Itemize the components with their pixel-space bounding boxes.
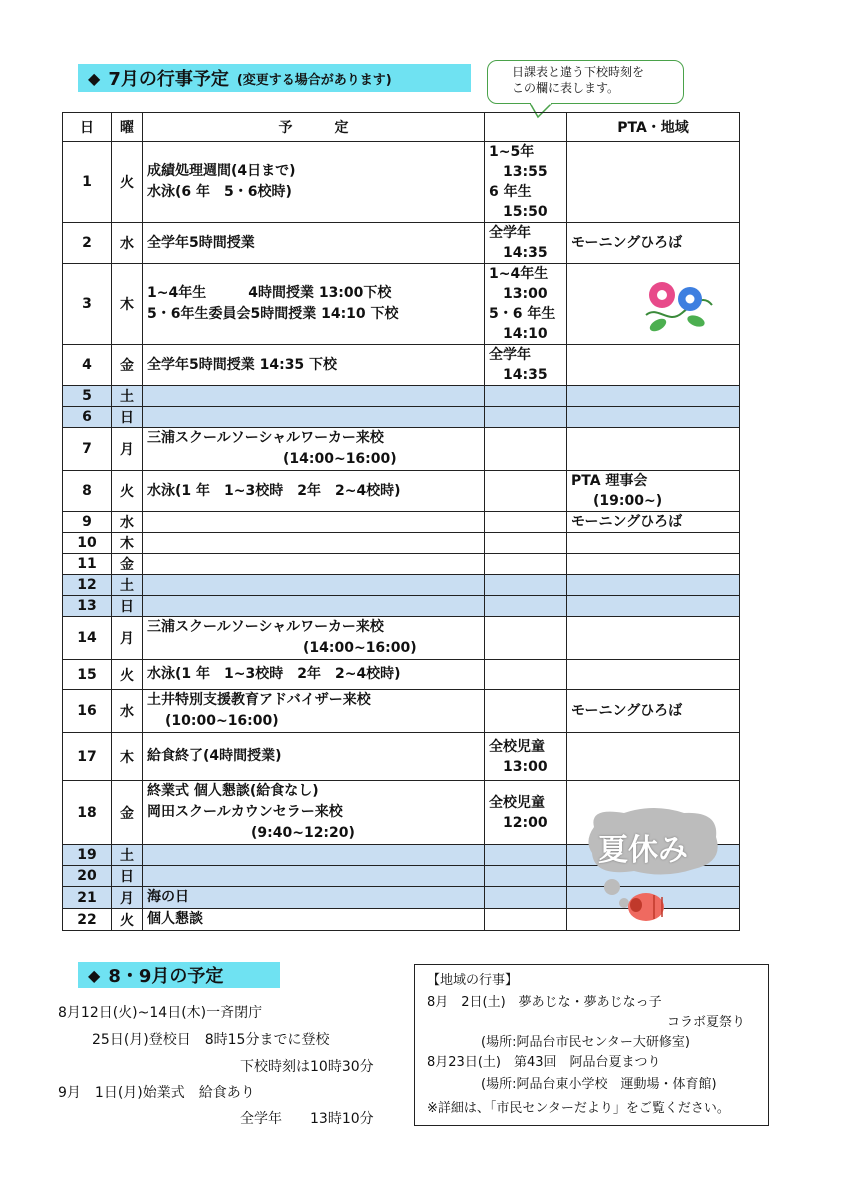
pta-cell bbox=[567, 428, 740, 471]
time-cell bbox=[485, 887, 567, 909]
time-cell bbox=[485, 471, 567, 512]
dow-cell: 水 bbox=[112, 690, 143, 733]
day-cell: 18 bbox=[63, 781, 112, 845]
table-row bbox=[63, 575, 740, 596]
day-cell: 15 bbox=[63, 660, 112, 690]
dow-cell: 日 bbox=[112, 596, 143, 617]
aug-sep-line: 25日(月)登校日 8時15分までに登校 bbox=[92, 1032, 330, 1048]
table-row bbox=[63, 617, 740, 660]
aug-sep-line: 9月 1日(月)始業式 給食あり bbox=[58, 1085, 255, 1101]
dow-cell: 月 bbox=[112, 428, 143, 471]
event-cell bbox=[143, 223, 485, 264]
time-cell bbox=[485, 386, 567, 407]
table-row bbox=[63, 512, 740, 533]
pta-cell-line: PTA 理事会 bbox=[571, 473, 648, 489]
event-cell-line: 5・6年生委員会5時間授業 14:10 下校 bbox=[147, 306, 399, 322]
time-cell bbox=[485, 660, 567, 690]
time-cell bbox=[485, 223, 567, 264]
dow-cell: 火 bbox=[112, 471, 143, 512]
event-cell-line: 岡田スクールカウンセラー来校 bbox=[147, 804, 343, 820]
pta-cell bbox=[567, 733, 740, 781]
event-cell-line: (14:00~16:00) bbox=[303, 640, 417, 656]
aug-sep-line: 下校時刻は10時30分 bbox=[240, 1059, 374, 1075]
pta-cell bbox=[567, 223, 740, 264]
event-cell-line: 三浦スクールソーシャルワーカー来校 bbox=[147, 430, 384, 446]
col-time bbox=[485, 113, 567, 142]
col-pta: PTA・地域 bbox=[567, 113, 740, 142]
event-cell bbox=[143, 690, 485, 733]
diamond-icon: ◆ bbox=[88, 68, 101, 88]
event-cell bbox=[143, 471, 485, 512]
pta-cell bbox=[567, 575, 740, 596]
july-heading bbox=[78, 64, 471, 92]
event-cell bbox=[143, 264, 485, 345]
table-row bbox=[63, 554, 740, 575]
event-cell-line: 三浦スクールソーシャルワーカー来校 bbox=[147, 619, 384, 635]
table-row bbox=[63, 690, 740, 733]
aug-sep-title: 8・9月の予定 bbox=[108, 966, 224, 987]
event-cell-line: 全学年5時間授業 14:35 下校 bbox=[147, 356, 338, 373]
community-line: (場所:阿品台東小学校 運動場・体育館) bbox=[481, 1077, 717, 1092]
community-line: 8月23日(土) 第43回 阿品台夏まつり bbox=[427, 1055, 661, 1070]
time-cell bbox=[485, 781, 567, 845]
time-cell bbox=[485, 690, 567, 733]
table-row bbox=[63, 596, 740, 617]
event-cell-line: 個人懇談 bbox=[147, 911, 203, 927]
event-cell-line: 終業式 個人懇談(給食なし) bbox=[147, 783, 319, 799]
pta-cell bbox=[567, 660, 740, 690]
day-cell: 6 bbox=[63, 407, 112, 428]
pta-cell bbox=[567, 386, 740, 407]
dow-cell: 木 bbox=[112, 733, 143, 781]
day-cell: 9 bbox=[63, 512, 112, 533]
pta-cell bbox=[567, 617, 740, 660]
table-row bbox=[63, 533, 740, 554]
time-cell-line: 12:00 bbox=[503, 814, 548, 831]
day-cell: 22 bbox=[63, 909, 112, 931]
dow-cell: 木 bbox=[112, 533, 143, 554]
time-cell bbox=[485, 596, 567, 617]
time-cell bbox=[485, 345, 567, 386]
event-cell bbox=[143, 596, 485, 617]
time-cell-line: 全学年 bbox=[489, 347, 531, 363]
event-cell bbox=[143, 575, 485, 596]
dow-cell: 木 bbox=[112, 264, 143, 345]
time-cell-line: 1~5年 bbox=[489, 144, 535, 160]
event-cell-line: (14:00~16:00) bbox=[283, 451, 397, 467]
time-cell bbox=[485, 554, 567, 575]
time-cell-line: 14:35 bbox=[503, 245, 548, 261]
pta-cell bbox=[567, 407, 740, 428]
col-dow: 曜 bbox=[112, 113, 143, 142]
event-cell-line: 水泳(1 年 1~3校時 2年 2~4校時) bbox=[147, 666, 401, 682]
bubble-line-1: 日課表と違う下校時刻を bbox=[512, 65, 645, 79]
event-cell-line: 全学年5時間授業 bbox=[147, 234, 255, 251]
dow-cell: 日 bbox=[112, 407, 143, 428]
dow-cell: 月 bbox=[112, 617, 143, 660]
event-cell-line: 給食終了(4時間授業) bbox=[147, 748, 282, 764]
event-cell bbox=[143, 512, 485, 533]
community-heading: 【地域の行事】 bbox=[427, 973, 519, 988]
community-line: ※詳細は、「市民センターだより」をご覧ください。 bbox=[427, 1101, 730, 1116]
event-cell bbox=[143, 407, 485, 428]
summer-vacation-illustration bbox=[584, 807, 724, 925]
table-row bbox=[63, 142, 740, 223]
event-cell bbox=[143, 887, 485, 909]
time-cell-line: 全校児童 bbox=[489, 794, 545, 811]
day-cell: 19 bbox=[63, 845, 112, 866]
dow-cell: 土 bbox=[112, 845, 143, 866]
event-cell-line: 土井特別支援教育アドバイザー来校 bbox=[147, 692, 371, 708]
day-cell: 20 bbox=[63, 866, 112, 887]
time-cell-line: 全学年 bbox=[489, 225, 531, 241]
note-bubble bbox=[487, 60, 684, 104]
time-cell-line: 13:55 bbox=[503, 164, 548, 180]
time-cell-line: 全校児童 bbox=[489, 738, 545, 755]
time-cell bbox=[485, 909, 567, 931]
pta-cell bbox=[567, 512, 740, 533]
event-cell-line: (9:40~12:20) bbox=[251, 825, 355, 841]
time-cell bbox=[485, 617, 567, 660]
time-cell bbox=[485, 428, 567, 471]
event-cell bbox=[143, 345, 485, 386]
event-cell bbox=[143, 142, 485, 223]
dow-cell: 火 bbox=[112, 660, 143, 690]
pta-cell bbox=[567, 471, 740, 512]
event-cell bbox=[143, 909, 485, 931]
community-line: コラボ夏祭り bbox=[667, 1015, 746, 1030]
dow-cell: 月 bbox=[112, 887, 143, 909]
time-cell-line: 6 年生 bbox=[489, 184, 532, 200]
time-cell bbox=[485, 142, 567, 223]
event-cell bbox=[143, 554, 485, 575]
dow-cell: 火 bbox=[112, 909, 143, 931]
table-row bbox=[63, 733, 740, 781]
dow-cell: 水 bbox=[112, 512, 143, 533]
community-events-box bbox=[414, 964, 769, 1126]
table-row bbox=[63, 345, 740, 386]
event-cell bbox=[143, 660, 485, 690]
event-cell-line: 成績処理週間(4日まで) bbox=[147, 163, 296, 179]
pta-cell-line: (19:00~) bbox=[593, 493, 663, 509]
time-cell-line: 14:10 bbox=[503, 326, 548, 342]
day-cell: 21 bbox=[63, 887, 112, 909]
time-cell-line: 13:00 bbox=[503, 758, 548, 775]
time-cell-line: 13:00 bbox=[503, 286, 548, 302]
time-cell bbox=[485, 264, 567, 345]
time-cell bbox=[485, 866, 567, 887]
dow-cell: 金 bbox=[112, 554, 143, 575]
table-row bbox=[63, 428, 740, 471]
pta-cell-line: モーニングひろば bbox=[571, 703, 683, 719]
time-cell bbox=[485, 845, 567, 866]
community-line: (場所:阿品台市民センター大研修室) bbox=[481, 1035, 691, 1050]
event-cell-line: 水泳(6 年 5・6校時) bbox=[147, 184, 292, 200]
event-cell bbox=[143, 386, 485, 407]
event-cell-line: 1~4年生 4時間授業 13:00下校 bbox=[147, 285, 392, 301]
day-cell: 2 bbox=[63, 223, 112, 264]
day-cell: 16 bbox=[63, 690, 112, 733]
july-title: 7月の行事予定 bbox=[108, 69, 229, 90]
diamond-icon: ◆ bbox=[88, 965, 101, 985]
event-cell bbox=[143, 845, 485, 866]
col-day: 日 bbox=[63, 113, 112, 142]
event-cell bbox=[143, 428, 485, 471]
table-header-row bbox=[63, 113, 740, 142]
dow-cell: 土 bbox=[112, 575, 143, 596]
summer-badge-text: 夏休み bbox=[598, 833, 688, 868]
time-cell-line: 14:35 bbox=[503, 367, 548, 383]
time-cell-line: 15:50 bbox=[503, 204, 548, 220]
bubble-line-2: この欄に表します。 bbox=[512, 81, 620, 95]
event-cell bbox=[143, 533, 485, 554]
day-cell: 8 bbox=[63, 471, 112, 512]
event-cell-line: 海の日 bbox=[147, 889, 189, 905]
time-cell bbox=[485, 407, 567, 428]
aug-sep-line: 全学年 13時10分 bbox=[240, 1111, 374, 1127]
aug-sep-heading bbox=[78, 962, 280, 988]
day-cell: 10 bbox=[63, 533, 112, 554]
dow-cell: 土 bbox=[112, 386, 143, 407]
dow-cell: 日 bbox=[112, 866, 143, 887]
table-row bbox=[63, 407, 740, 428]
event-cell bbox=[143, 733, 485, 781]
dow-cell: 水 bbox=[112, 223, 143, 264]
event-cell-line: (10:00~16:00) bbox=[165, 713, 279, 729]
pta-cell-line: モーニングひろば bbox=[571, 514, 683, 530]
event-cell-line: 水泳(1 年 1~3校時 2年 2~4校時) bbox=[147, 482, 401, 499]
event-cell bbox=[143, 617, 485, 660]
table-row bbox=[63, 386, 740, 407]
day-cell: 5 bbox=[63, 386, 112, 407]
event-cell bbox=[143, 866, 485, 887]
pta-cell bbox=[567, 554, 740, 575]
day-cell: 12 bbox=[63, 575, 112, 596]
pta-cell bbox=[567, 533, 740, 554]
july-note: (変更する場合があります) bbox=[236, 72, 392, 88]
day-cell: 1 bbox=[63, 142, 112, 223]
time-cell bbox=[485, 575, 567, 596]
pta-cell-line: モーニングひろば bbox=[571, 235, 683, 251]
aug-sep-line: 8月12日(火)~14日(木)一斉閉庁 bbox=[58, 1005, 263, 1021]
day-cell: 7 bbox=[63, 428, 112, 471]
day-cell: 14 bbox=[63, 617, 112, 660]
col-plan: 予 定 bbox=[143, 113, 485, 142]
table-row bbox=[63, 471, 740, 512]
morning-glory-icon bbox=[638, 275, 718, 337]
dow-cell: 金 bbox=[112, 345, 143, 386]
time-cell bbox=[485, 512, 567, 533]
day-cell: 3 bbox=[63, 264, 112, 345]
pta-cell bbox=[567, 596, 740, 617]
pta-cell bbox=[567, 345, 740, 386]
day-cell: 4 bbox=[63, 345, 112, 386]
time-cell-line: 1~4年生 bbox=[489, 266, 549, 282]
day-cell: 13 bbox=[63, 596, 112, 617]
pta-cell bbox=[567, 142, 740, 223]
day-cell: 11 bbox=[63, 554, 112, 575]
dow-cell: 金 bbox=[112, 781, 143, 845]
time-cell bbox=[485, 533, 567, 554]
time-cell-line: 5・6 年生 bbox=[489, 306, 556, 322]
time-cell bbox=[485, 733, 567, 781]
table-row bbox=[63, 660, 740, 690]
community-line: 8月 2日(土) 夢あじな・夢あじなっ子 bbox=[427, 995, 662, 1010]
table-row bbox=[63, 223, 740, 264]
dow-cell: 火 bbox=[112, 142, 143, 223]
pta-cell bbox=[567, 690, 740, 733]
event-cell bbox=[143, 781, 485, 845]
day-cell: 17 bbox=[63, 733, 112, 781]
